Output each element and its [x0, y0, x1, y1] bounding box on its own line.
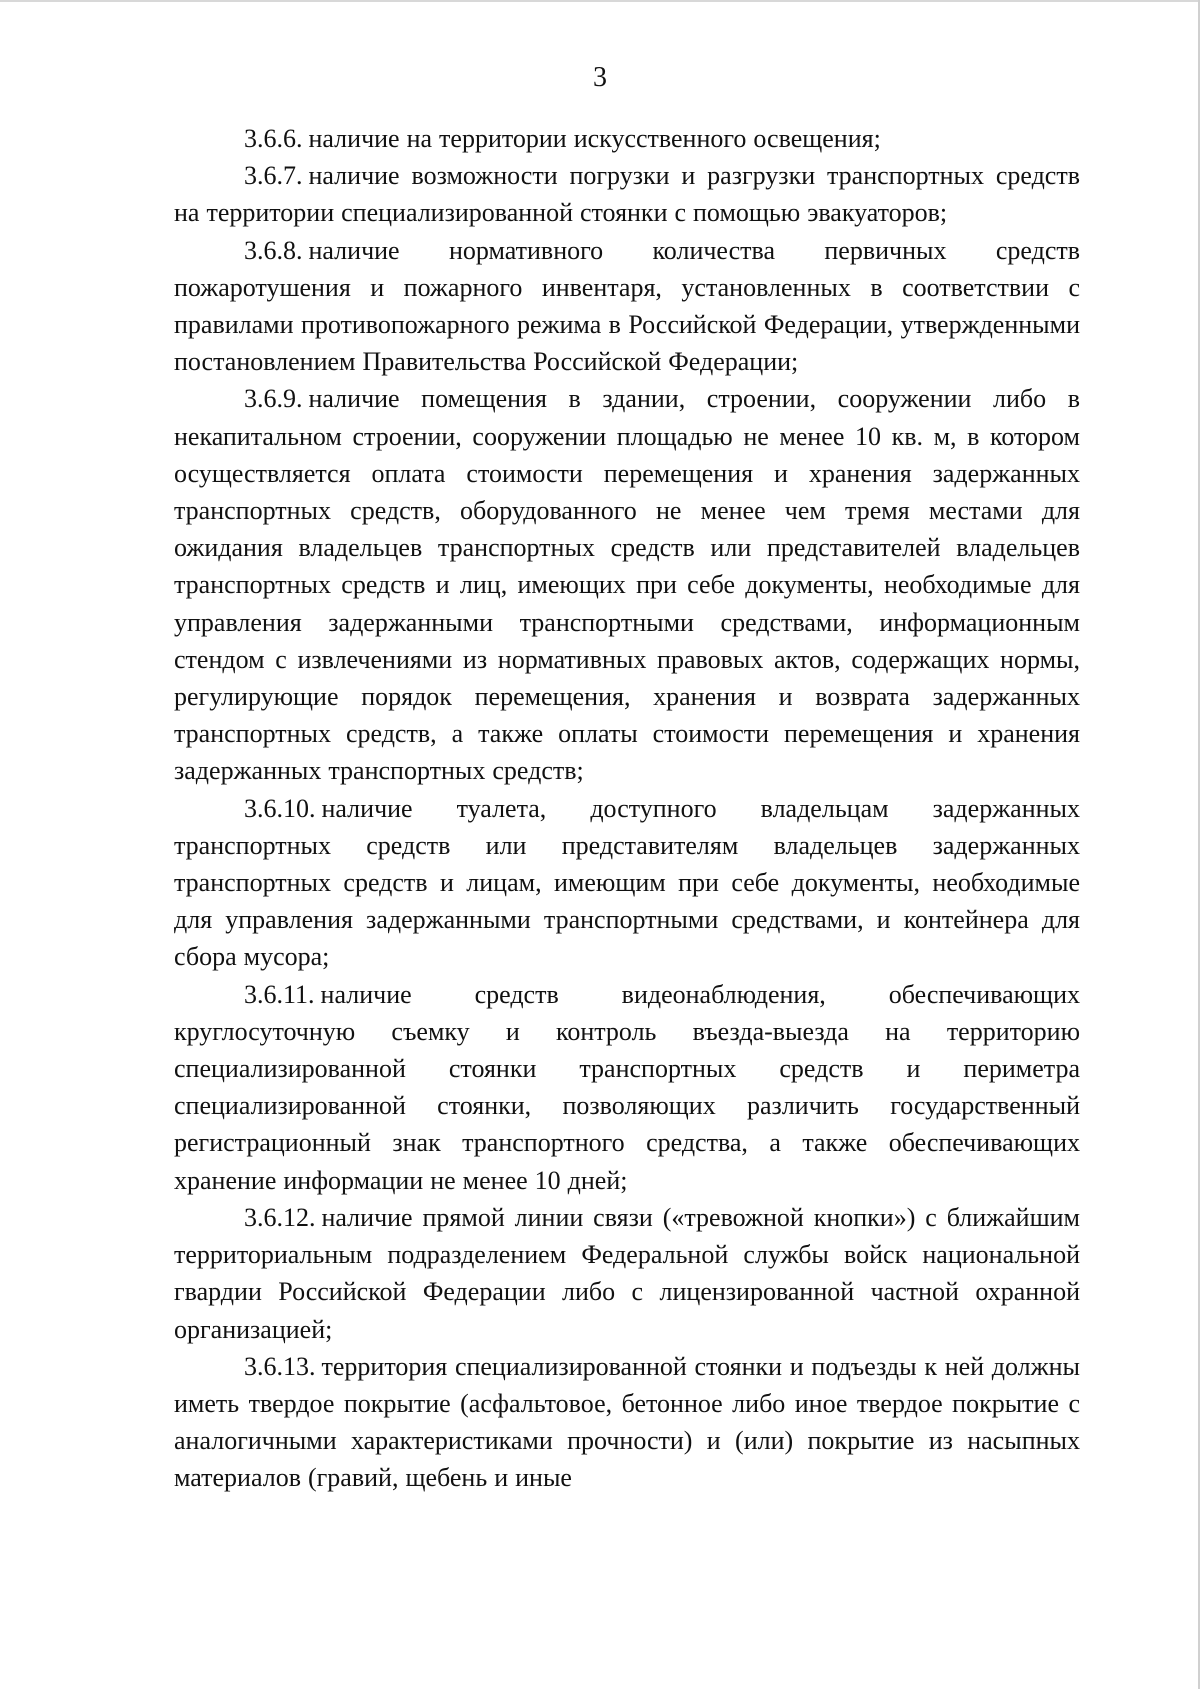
clause-text: наличие туалета, доступного владельцам задержанных транспортных средств или представителям владельцев задержанных транспортных средств и лицам, имеющим при себе документы, необходимые для управления задержанными транспортными средствами, и контейнера для сбора мусора; [174, 793, 1080, 972]
clause-number: 3.6.10. [244, 793, 316, 823]
clause-text: наличие на территории искусственного освещения; [308, 124, 881, 153]
paragraph-3-6-8 [174, 232, 1080, 381]
paragraph-3-6-6 [174, 120, 1080, 157]
clause-text: наличие помещения в здании, строении, сооружении либо в некапитальном строении, сооружении площадью не менее 10 кв. м, в котором осуществляется оплата стоимости перемещения и хранения задержанных транспортных средств, оборудованного не менее чем тремя местами для ожидания владельцев транспортных средств или представителей владельцев транспортных средств и лиц, имеющих при себе документы, необходимые для управления задержанными транспортными средствами, информационным стендом с извлечениями из нормативных правовых актов, содержащих нормы, регулирующие порядок перемещения, хранения и возврата задержанных транспортных средств, а также оплаты стоимости перемещения и хранения задержанных транспортных средств; [174, 384, 1080, 786]
clause-number: 3.6.9. [244, 384, 303, 414]
clause-text: наличие прямой линии связи («тревожной кнопки») с ближайшим территориальным подразделением Федеральной службы войск национальной гвардии Российской Федерации либо с лицензированной частной охранной организацией; [174, 1202, 1080, 1344]
clause-text: территория специализированной стоянки и подъезды к ней должны иметь твердое покрытие (асфальтовое, бетонное либо иное твердое покрытие с аналогичными характеристиками прочности) и (или) покрытие из насыпных материалов (гравий, щебень и иные [174, 1351, 1080, 1493]
paragraph-3-6-7 [174, 157, 1080, 231]
clause-number: 3.6.13. [244, 1351, 316, 1381]
scan-edge-top [0, 0, 1200, 2]
page-number: 3 [593, 62, 607, 93]
paragraph-3-6-13 [174, 1348, 1080, 1497]
clause-number: 3.6.12. [244, 1202, 316, 1232]
clause-number: 3.6.8. [244, 235, 303, 265]
clause-text: наличие возможности погрузки и разгрузки транспортных средств на территории специализированной стоянки с помощью эвакуаторов; [174, 161, 1080, 228]
clause-text: наличие нормативного количества первичных средств пожаротушения и пожарного инвентаря, установленных в соответствии с правилами противопожарного режима в Российской Федерации, утвержденными постановлением Правительства Российской Федерации; [174, 235, 1080, 377]
clause-number: 3.6.6. [244, 124, 303, 153]
paragraph-3-6-11 [174, 976, 1080, 1199]
paragraph-3-6-9 [174, 380, 1080, 789]
paragraph-3-6-10 [174, 790, 1080, 976]
clause-text: наличие средств видеонаблюдения, обеспечивающих круглосуточную съемку и контроль въезда-выезда на территорию специализированной стоянки транспортных средств и периметра специализированной стоянки, позволяющих различить государственный регистрационный знак транспортного средства, а также обеспечивающих хранение информации не менее 10 дней; [174, 979, 1080, 1195]
document-body [174, 120, 1080, 1497]
clause-number: 3.6.7. [244, 161, 303, 191]
paragraph-3-6-12 [174, 1199, 1080, 1348]
clause-number: 3.6.11. [244, 979, 315, 1009]
